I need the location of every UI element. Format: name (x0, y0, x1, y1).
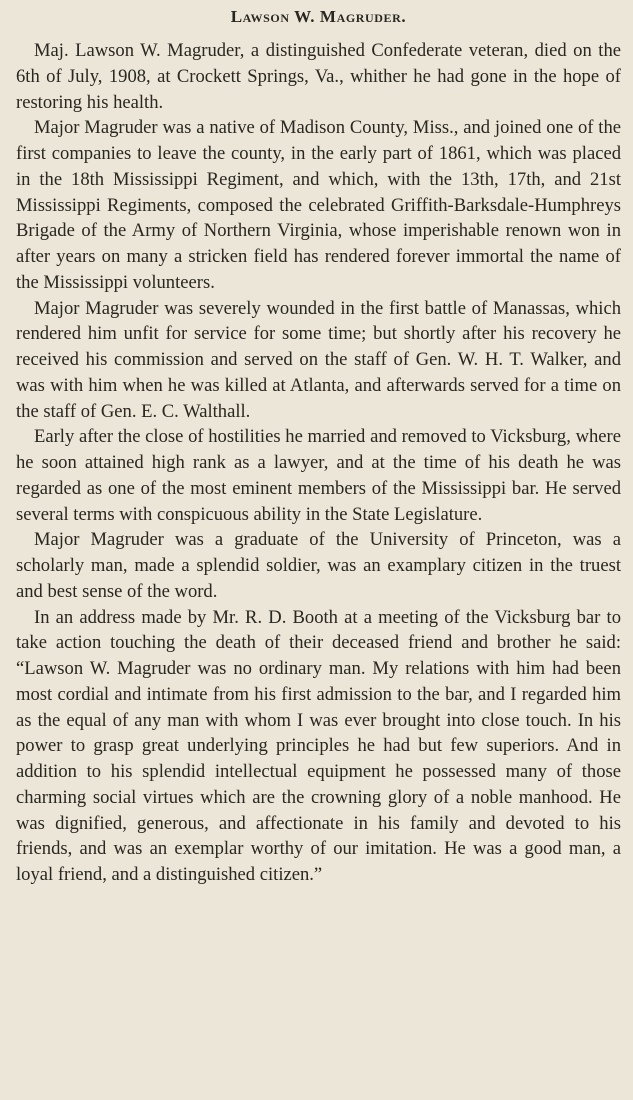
article-heading: Lawson W. Magruder. (230, 7, 407, 26)
paragraph-tribute-quote: In an address made by Mr. R. D. Booth at a meeting of the Vicksburg bar to take action touching the death of their deceased friend and brother he said: “Lawson W. Magruder was no ordinary man. My relations with him had been most cordial and intimate from his first admission to the bar, and I regarded him as the equal of any man with whom I was ever brought into close touch. In his power to grasp great underlying principles he had but few superiors. And in addition to his splendid intellectual equipment he possessed many of those charming social virtues which are the crowning glory of a noble manhood. He was dignified, generous, and affectionate in his family and devoted to his friends, and was an exemplar worthy of our imitation. He was a good man, a loyal friend, and a distinguished citizen.” (16, 606, 621, 885)
paragraph-death-notice: Maj. Lawson W. Magruder, a distinguished Confederate veteran, died on the 6th of July, 1908, at Crockett Springs, Va., whither he had gone in the hope of restoring his health. (16, 40, 621, 113)
paragraph-enlistment: Major Magruder was a native of Madison County, Miss., and joined one of the first companies to leave the county, in the early part of 1861, which was placed in the 18th Mississippi Regiment, and which, with the 13th, 17th, and 21st Mississippi Regiments, composed the celebrated Griffith-Barksdale-Humphreys Brigade of the Army of Northern Virginia, whose imperishable renown won in after years on many a stricken field has rendered forever immortal the name of the Mississippi volunteers. (16, 117, 621, 293)
paragraph-legal-career: Early after the close of hostilities he married and removed to Vicksburg, where he soon attained high rank as a lawyer, and at the time of his death he was regarded as one of the most eminent members of the Mississippi bar. He served several terms with conspicuous ability in the State Legislature. (16, 426, 621, 525)
paragraph-education: Major Magruder was a graduate of the University of Princeton, was a scholarly man, made a splendid soldier, was an examplary citizen in the truest and best sense of the word. (16, 529, 621, 602)
paragraph-war-service: Major Magruder was severely wounded in the first battle of Manassas, which rendered him unfit for service for some time; but shortly after his recovery he received his commission and served on the staff of Gen. W. H. T. Walker, and was with him when he was killed at Atlanta, and afterwards served for a time on the staff of Gen. E. C. Walthall. (16, 297, 621, 422)
